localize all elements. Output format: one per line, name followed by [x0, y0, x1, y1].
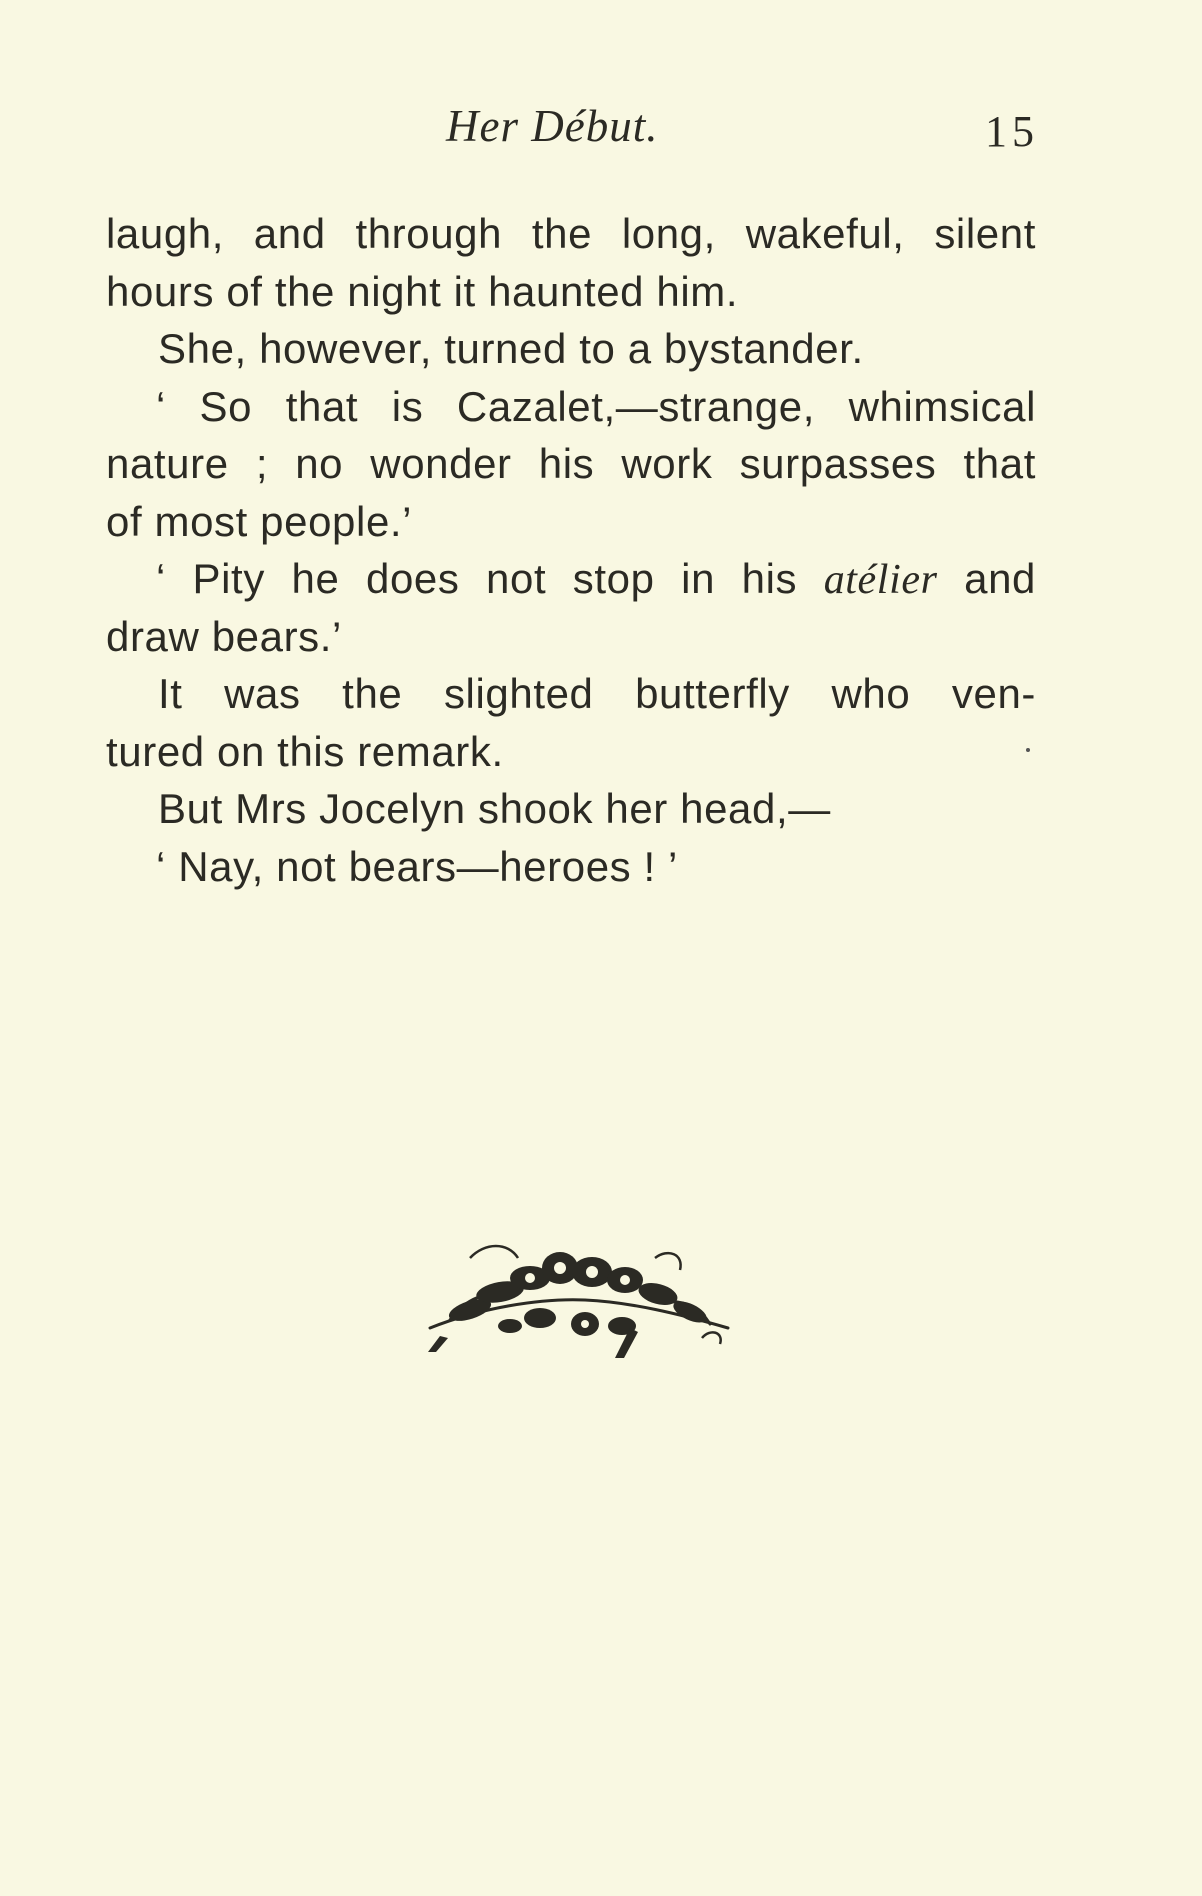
text-line: She, however, turned to a bystander.: [158, 325, 864, 372]
text-run: and: [937, 555, 1036, 602]
text-line: draw bears.’: [106, 612, 342, 660]
text-line: tured on this remark.: [106, 727, 504, 775]
text-line: of most people.’: [106, 497, 413, 545]
text-line: It was the slighted butterfly who ven-: [158, 670, 1036, 717]
italic-word: atélier: [823, 557, 938, 603]
text-line: ‘ So that is Cazalet,—strange, whimsical: [156, 382, 1036, 430]
page-number: 15: [985, 107, 1039, 156]
text-line: ‘ Nay, not bears—heroes ! ’: [156, 842, 678, 890]
running-title: Her Début.: [446, 101, 659, 151]
running-head: [0, 96, 1202, 156]
body-text: [106, 205, 1036, 895]
text-line: [106, 550, 1036, 608]
text-line: nature ; no wonder his work surpasses that: [106, 440, 1036, 487]
text-run: ‘ Pity he does not stop in his: [156, 555, 824, 602]
text-line: But Mrs Jocelyn shook her head,—: [158, 785, 831, 832]
text-line: hours of the night it haunted him.: [106, 267, 739, 315]
text-line: laugh, and through the long, wakeful, silent: [106, 210, 1036, 257]
floral-tailpiece-icon: [410, 1228, 750, 1363]
speck-mark: [1026, 748, 1030, 752]
